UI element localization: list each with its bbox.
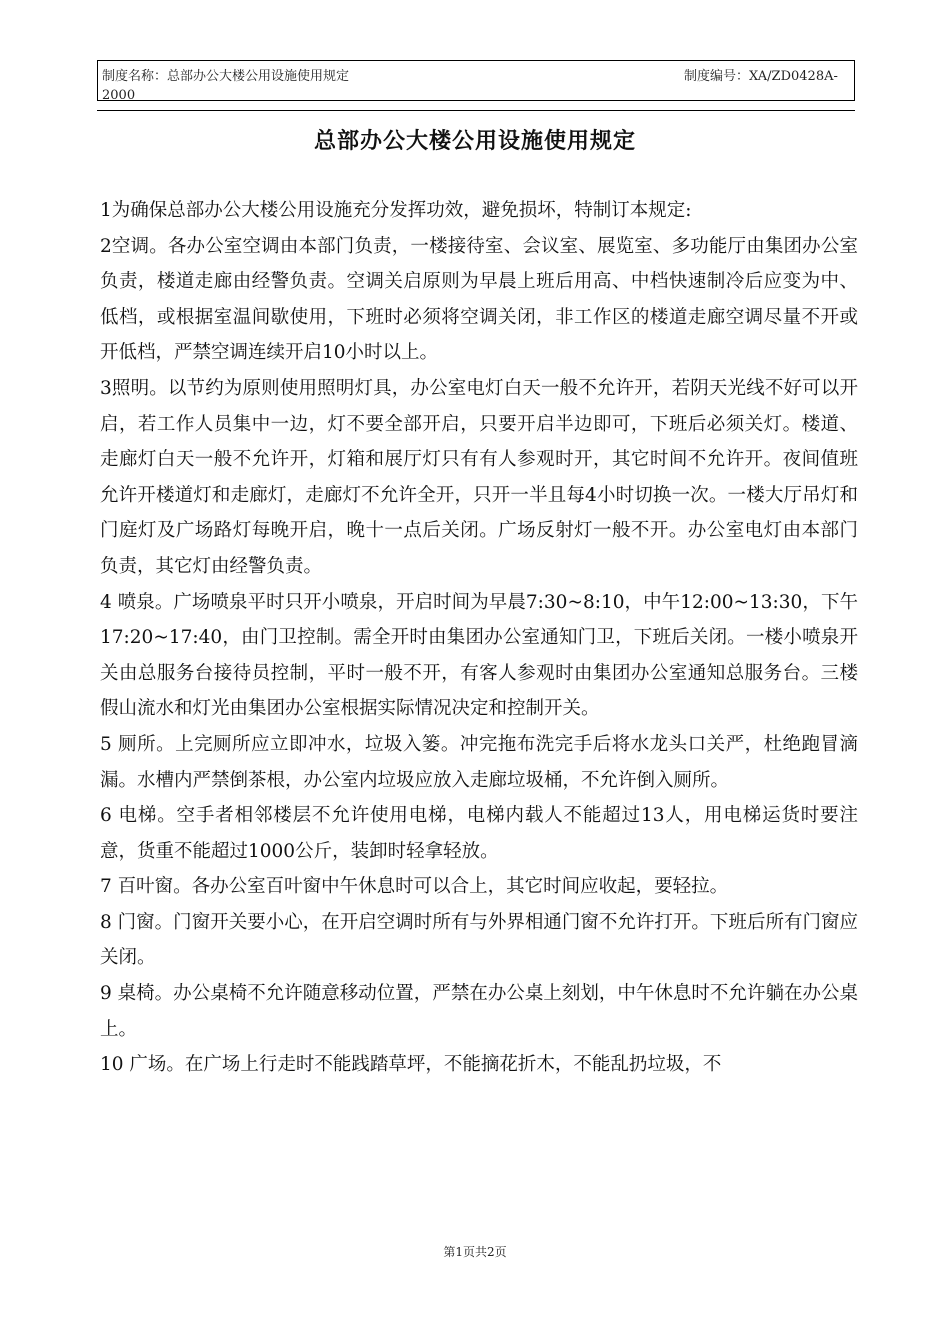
paragraph-5-restroom: 5 厕所。上完厕所应立即冲水，垃圾入篓。冲完拖布洗完手后将水龙头口关严，杜绝跑冒滴漏。水槽内严禁倒茶根，办公室内垃圾应放入走廊垃圾桶，不允许倒入厕所。 xyxy=(100,733,858,791)
header-policy-name: 制度名称：总部办公大楼公用设施使用规定 xyxy=(102,69,350,84)
paragraph-1-purpose: 1为确保总部办公大楼公用设施充分发挥功效，避免损坏，特制订本规定: xyxy=(100,200,692,221)
paragraph-8-doors-windows: 8 门窗。门窗开关要小心，在开启空调时所有与外界相通门窗不允许打开。下班后所有门窗应关闭。 xyxy=(100,911,858,969)
paragraph-3-lighting: 3照明。以节约为原则使用照明灯具，办公室电灯白天一般不允许开，若阴天光线不好可以开启，若工作人员集中一边，灯不要全部开启，只要开启半边即可，下班后必须关灯。楼道、走廊灯白天一般不允许开，灯箱和展厅灯只有有人参观时开，其它时间不允许开。夜间值班允许开楼道灯和走廊灯，走廊灯不允许全开，只开一半且每4小时切换一次。一楼大厅吊灯和门庭灯及广场路灯每晚开启，晚十一点后关闭。广场反射灯一般不开。办公室电灯由本部门负责，其它灯由经警负责。 xyxy=(100,377,858,577)
document-body xyxy=(100,193,858,1083)
paragraph-4-fountain: 4 喷泉。广场喷泉平时只开小喷泉，开启时间为早晨7:30~8:10，中午12:00~13:30，下午17:20~17:40，由门卫控制。需全开时由集团办公室通知门卫，下班后关闭。一楼小喷泉开关由总服务台接待员控制，平时一般不开，有客人参观时由集团办公室通知总服务台。三楼假山流水和灯光由集团办公室根据实际情况决定和控制开关。 xyxy=(100,591,858,720)
document-header xyxy=(97,60,855,101)
paragraph-9-furniture: 9 桌椅。办公桌椅不允许随意移动位置，严禁在办公桌上刻划，中午休息时不允许躺在办公桌上。 xyxy=(100,983,858,1040)
header-divider xyxy=(97,110,855,111)
header-policy-number-continued: 2000 xyxy=(102,88,136,103)
paragraph-7-blinds: 7 百叶窗。各办公室百叶窗中午休息时可以合上，其它时间应收起，要轻拉。 xyxy=(100,876,729,898)
paragraph-2-air-conditioning: 2空调。各办公室空调由本部门负责，一楼接待室、会议室、展览室、多功能厅由集团办公室负责，楼道走廊由经警负责。空调关启原则为早晨上班后用高、中档快速制冷后应变为中、低档，或根据室温间歇使用，下班时必须将空调关闭，非工作区的楼道走廊空调尽量不开或开低档，严禁空调连续开启10小时以上。 xyxy=(100,235,858,364)
paragraph-6-elevator: 6 电梯。空手者相邻楼层不允许使用电梯，电梯内载人不能超过13人，用电梯运货时要注意，货重不能超过1000公斤，装卸时轻拿轻放。 xyxy=(100,805,858,862)
page-title: 总部办公大楼公用设施使用规定 xyxy=(313,128,636,154)
page-number: 第1页共2页 xyxy=(443,1245,507,1259)
header-policy-number: 制度编号：XA/ZD0428A- xyxy=(684,69,838,84)
paragraph-10-plaza: 10 广场。在广场上行走时不能践踏草坪，不能摘花折木，不能乱扔垃圾，不 xyxy=(100,1054,722,1076)
